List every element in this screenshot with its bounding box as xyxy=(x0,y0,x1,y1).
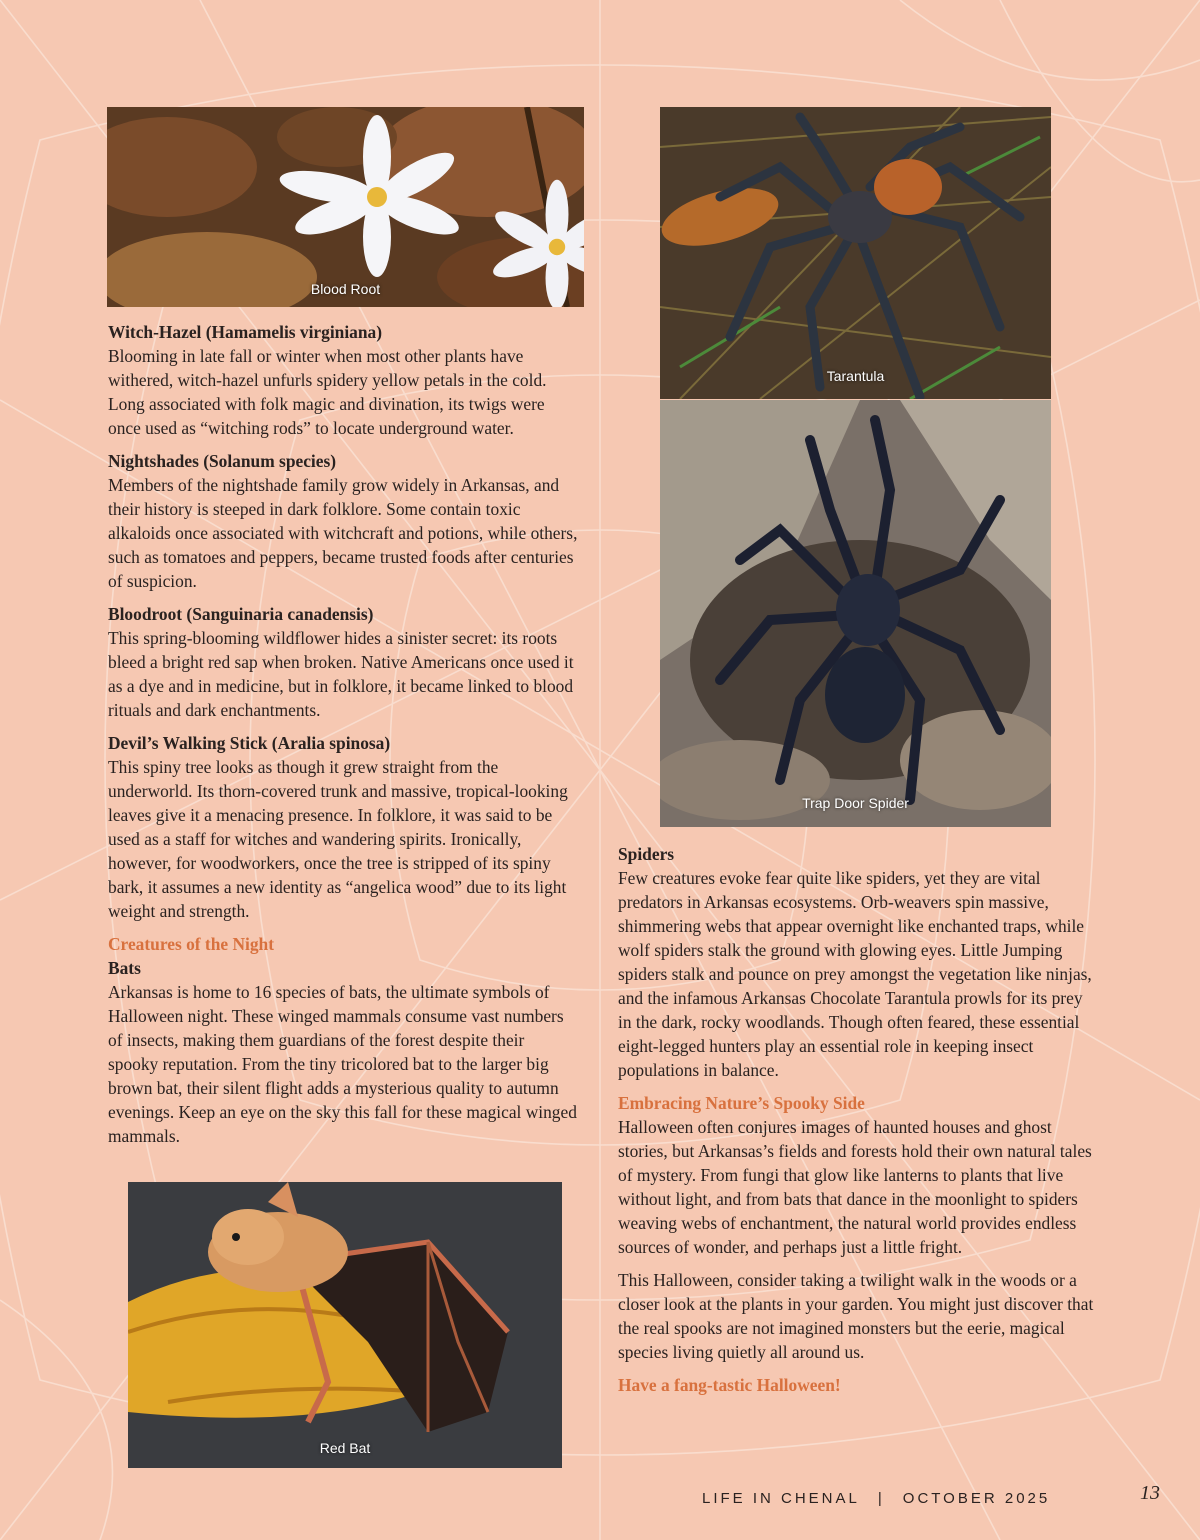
trap-door-spider-photo xyxy=(660,400,1051,827)
left-column xyxy=(108,320,578,1157)
red-bat-photo xyxy=(128,1182,562,1468)
bats-body: Arkansas is home to 16 species of bats, the ultimate symbols of Halloween night. These winged mammals consume vast numbers of insects, making them guardians of the forest despite their spooky reputation. From the tiny tricolored bat to the larger big brown bat, their silent flight adds a mysterious quality to autumn evenings. Keep an eye on the sky this fall for these magical winged mammals. xyxy=(108,982,577,1146)
tarantula-caption: Tarantula xyxy=(826,368,885,384)
embracing-body-2: This Halloween, consider taking a twilight walk in the woods or a closer look at the plants in your garden. You might just discover that the real spooks are not imagined monsters but the eerie, magical species living quietly all around us. xyxy=(618,1270,1094,1362)
bloodroot-body: This spring-blooming wildflower hides a sinister secret: its roots bleed a bright red sap when broken. Native Americans once used it as a dye and in medicine, but in folklore, it became linked to blood rituals and dark enchantments. xyxy=(108,628,574,720)
page-footer xyxy=(702,1490,1050,1507)
devils-walking-stick-heading: Devil’s Walking Stick (Aralia spinosa) xyxy=(108,733,391,753)
right-column xyxy=(618,842,1098,1406)
page-number: 13 xyxy=(1140,1482,1160,1504)
bloodroot-section xyxy=(108,602,578,722)
publication-name: LIFE IN CHENAL xyxy=(702,1490,860,1507)
creatures-heading: Creatures of the Night xyxy=(108,934,274,954)
closing-line: Have a fang-tastic Halloween! xyxy=(618,1375,841,1395)
embracing-body-1: Halloween often conjures images of haunted houses and ghost stories, but Arkansas’s fields and forests hold their own natural tales of mystery. From fungi that glow like lanterns to plants that live without light, and from bats that dance in the moonlight to spiders weaving webs of enchantment, the natural world provides endless sources of wonder, and perhaps just a little fright. xyxy=(618,1117,1092,1257)
spiders-section xyxy=(618,842,1098,1082)
blood-root-photo xyxy=(107,107,584,307)
red-bat-caption: Red Bat xyxy=(319,1440,371,1456)
witch-hazel-section xyxy=(108,320,578,440)
trap-door-spider-caption: Trap Door Spider xyxy=(802,795,909,811)
nightshades-section xyxy=(108,449,578,593)
devils-walking-stick-body: This spiny tree looks as though it grew straight from the underworld. Its thorn-covered trunk and massive, tropical-looking leaves give it a menacing presence. In folklore, it was said to be used as a staff for witches and wandering spirits. Ironically, however, for woodworkers, once the tree is stripped of its spiny bark, it assumes a new identity as “angelica wood” due to its light weight and strength. xyxy=(108,757,568,921)
blood-root-caption: Blood Root xyxy=(310,281,381,297)
witch-hazel-heading: Witch-Hazel (Hamamelis virginiana) xyxy=(108,322,383,342)
bats-section xyxy=(108,956,578,1148)
devils-walking-stick-section xyxy=(108,731,578,923)
spiders-heading: Spiders xyxy=(618,844,675,864)
issue-date: OCTOBER 2025 xyxy=(902,1490,1051,1507)
footer-separator: | xyxy=(877,1490,885,1507)
nightshades-body: Members of the nightshade family grow widely in Arkansas, and their history is steeped in dark folklore. Some contain toxic alkaloids once associated with witchcraft and potions, while others, such as tomatoes and peppers, became trusted foods after centuries of suspicion. xyxy=(108,475,578,591)
tarantula-photo xyxy=(660,107,1051,399)
witch-hazel-body: Blooming in late fall or winter when most other plants have withered, witch-hazel unfurls spidery yellow petals in the cold. Long associated with folk magic and divination, its twigs were once used as “witching rods” to locate underground water. xyxy=(108,346,547,438)
bloodroot-heading: Bloodroot (Sanguinaria canadensis) xyxy=(108,604,374,624)
spiders-body: Few creatures evoke fear quite like spiders, yet they are vital predators in Arkansas ecosystems. Orb-weavers spin massive, shimmering webs that appear overnight like enchanted traps, while wolf spiders stalk the ground with glowing eyes. Little Jumping spiders stalk and pounce on prey amongst the vegetation like ninjas, and the infamous Arkansas Chocolate Tarantula prowls for its prey in the dark, rocky woodlands. Though often feared, these essential eight-legged hunters play an essential role in keeping insect populations in balance. xyxy=(618,868,1092,1080)
embracing-heading: Embracing Nature’s Spooky Side xyxy=(618,1093,865,1113)
bats-heading: Bats xyxy=(108,958,141,978)
nightshades-heading: Nightshades (Solanum species) xyxy=(108,451,337,471)
